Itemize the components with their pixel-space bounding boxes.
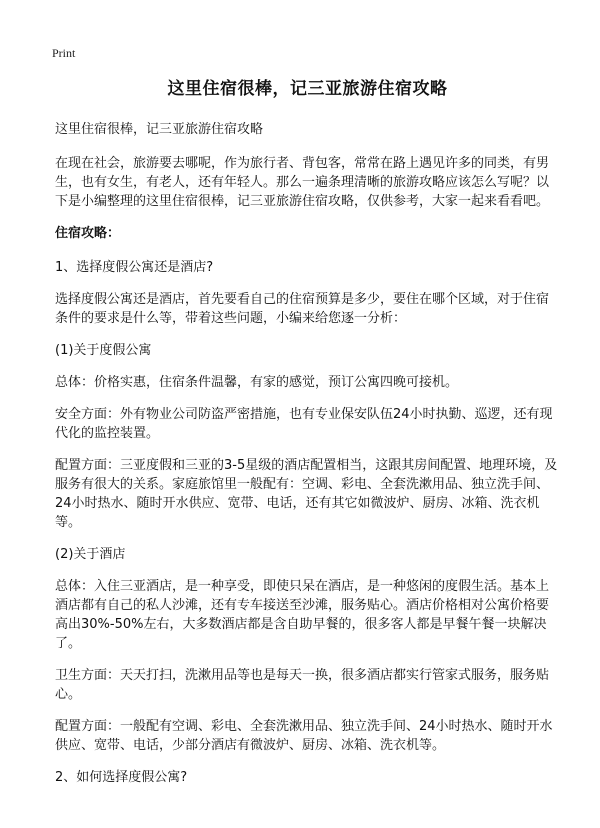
- body-paragraph: 卫生方面：天天打扫，洗漱用品等也是每天一换，很多酒店都实行管家式服务，服务贴心。: [55, 668, 550, 702]
- question-heading: 2、如何选择度假公寓?: [55, 770, 188, 785]
- body-paragraph: 总体：入住三亚酒店，是一种享受，即使只呆在酒店，是一种悠闲的度假生活。基本上酒店都有自己的私人沙滩，还有专车接送至沙滩，服务贴心。酒店价格相对公寓价格要高出30%-50%左右，大多数酒店都是含自助早餐的，很多客人都是早餐午餐一块解决了。: [55, 579, 550, 651]
- subsection-heading: (2)关于酒店: [55, 547, 126, 562]
- body-paragraph: 总体：价格实惠，住宿条件温馨，有家的感觉，预订公寓四晚可接机。: [55, 375, 459, 390]
- body-paragraph: 配置方面：三亚度假和三亚的3-5星级的酒店配置相当，这跟其房间配置、地理环境，及服务有很大的关系。家庭旅馆里一般配有：空调、彩电、全套洗漱用品、独立洗手间、24小时热水、随时开水供应、宽带、电话，还有其它如微波炉、厨房、冰箱、洗衣机等。: [55, 458, 558, 530]
- subsection-heading: (1)关于度假公寓: [55, 343, 152, 358]
- intro-paragraph: 在现在社会，旅游要去哪呢，作为旅行者、背包客，常常在路上遇见许多的同类，有男生，也有女生，有老人，还有年轻人。那么一遍条理清晰的旅游攻略应该怎么写呢？以下是小编整理的这里住宿很棒，记三亚旅游住宿攻略，仅供参考，大家一起来看看吧。: [55, 156, 550, 209]
- article-subtitle: 这里住宿很棒，记三亚旅游住宿攻略: [55, 122, 264, 137]
- print-link[interactable]: Print: [52, 46, 76, 60]
- question-heading: 1、选择度假公寓还是酒店?: [55, 260, 214, 275]
- body-paragraph: 选择度假公寓还是酒店，首先要看自己的住宿预算是多少，要住在哪个区域，对于住宿条件的要求是什么等，带着这些问题，小编来给您逐一分析：: [55, 292, 550, 326]
- section-heading: 住宿攻略：: [55, 226, 121, 241]
- article: [55, 76, 560, 800]
- page-title: 这里住宿很棒，记三亚旅游住宿攻略: [167, 79, 448, 99]
- body-paragraph: 配置方面：一般配有空调、彩电、全套洗漱用品、独立洗手间、24小时热水、随时开水供应、宽带、电话，少部分酒店有微波炉、厨房、冰箱、洗衣机等。: [55, 719, 553, 753]
- body-paragraph: 安全方面：外有物业公司防盗严密措施，也有专业保安队伍24小时执勤、巡逻，还有现代化的监控装置。: [55, 407, 553, 441]
